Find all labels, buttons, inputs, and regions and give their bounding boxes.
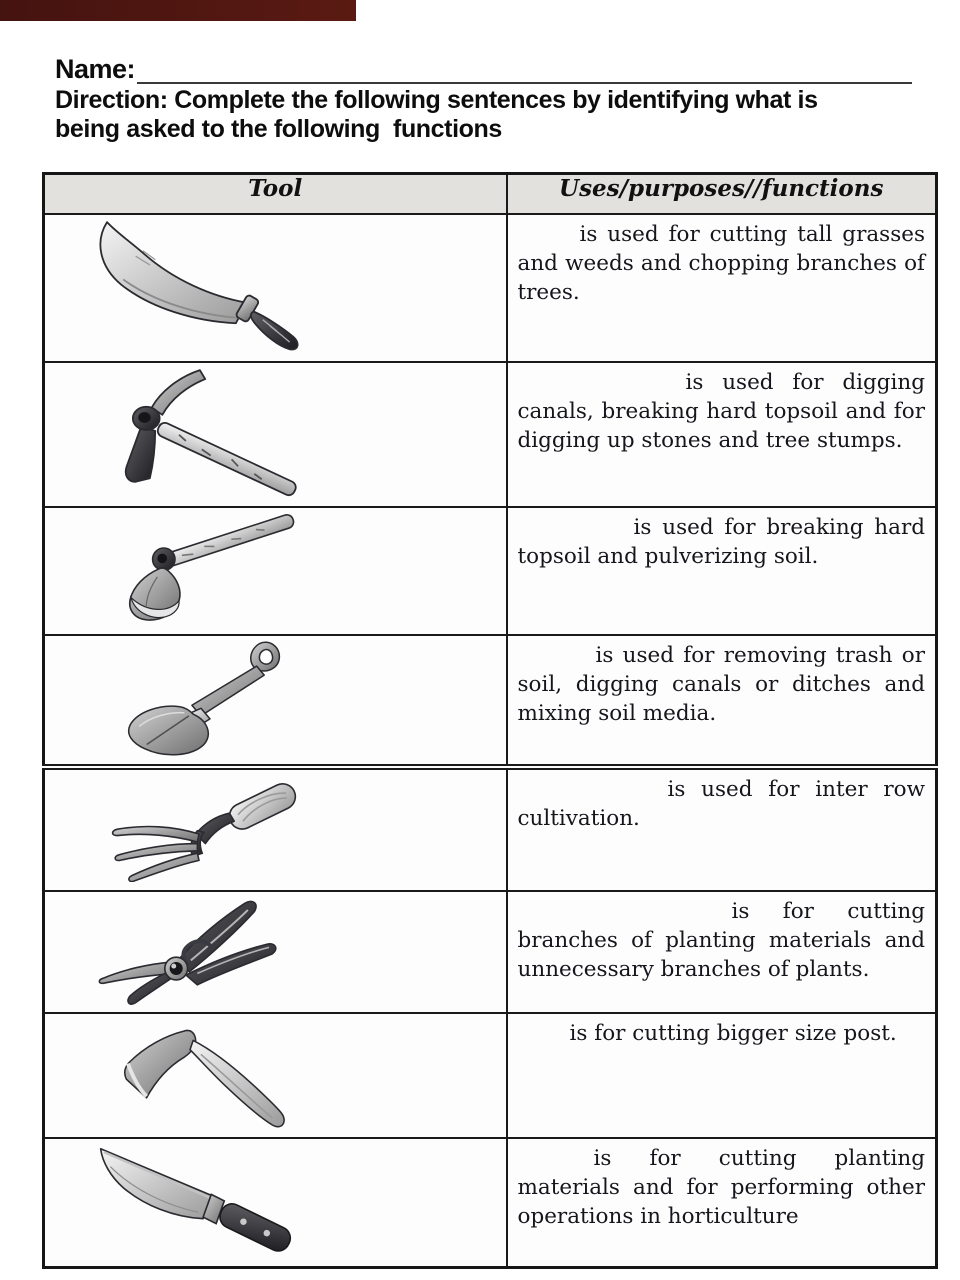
name-row: [55, 54, 912, 84]
function-text: is used for breaking hard topsoil and pulverizing soil.: [517, 515, 925, 569]
name-blank-line: [137, 54, 912, 84]
function-text: is used for inter row cultivation.: [517, 777, 925, 831]
function-text: is for cutting bigger size post.: [569, 1021, 897, 1046]
function-text: is used for removing trash or soil, digging canals or ditches and mixing soil media.: [517, 643, 925, 726]
table-row: [44, 1138, 937, 1268]
table-header-row: [44, 174, 937, 215]
shovel-icon: [73, 636, 353, 758]
direction-line-2: being asked to the following functions: [55, 114, 502, 143]
hand-fork-icon: [73, 770, 341, 882]
functions-column-header: Uses/purposes//functions: [507, 174, 937, 215]
direction-line-1: Direction: Complete the following sentences by identifying what is: [55, 86, 818, 114]
pruning-shears-icon: [73, 892, 325, 1006]
table-row: [44, 1013, 937, 1138]
axe-icon: [73, 1014, 335, 1132]
top-left-accent-bar: [0, 0, 356, 21]
table-row: [44, 214, 937, 362]
function-text: is for cutting branches of planting materials and unnecessary branches of plants.: [517, 899, 925, 982]
function-text: is used for digging canals, breaking hard topsoil and for digging up stones and tree stumps.: [517, 370, 925, 453]
function-text: is used for cutting tall grasses and weeds and chopping branches of trees.: [517, 222, 925, 305]
table-row: [44, 767, 937, 891]
name-label: Name:: [55, 54, 136, 84]
machete-icon: [73, 215, 363, 351]
direction-text: [55, 86, 923, 143]
pick-mattock-icon: [73, 363, 341, 497]
table-row: [44, 635, 937, 767]
knife-icon: [73, 1139, 317, 1257]
table-row: [44, 507, 937, 635]
table-row: [44, 362, 937, 507]
table-row: [44, 891, 937, 1013]
tool-column-header: Tool: [44, 174, 507, 215]
tools-table: [42, 172, 938, 1269]
hoe-icon: [73, 508, 341, 628]
function-text: is for cutting planting materials and for performing other operations in horticulture: [517, 1146, 925, 1229]
